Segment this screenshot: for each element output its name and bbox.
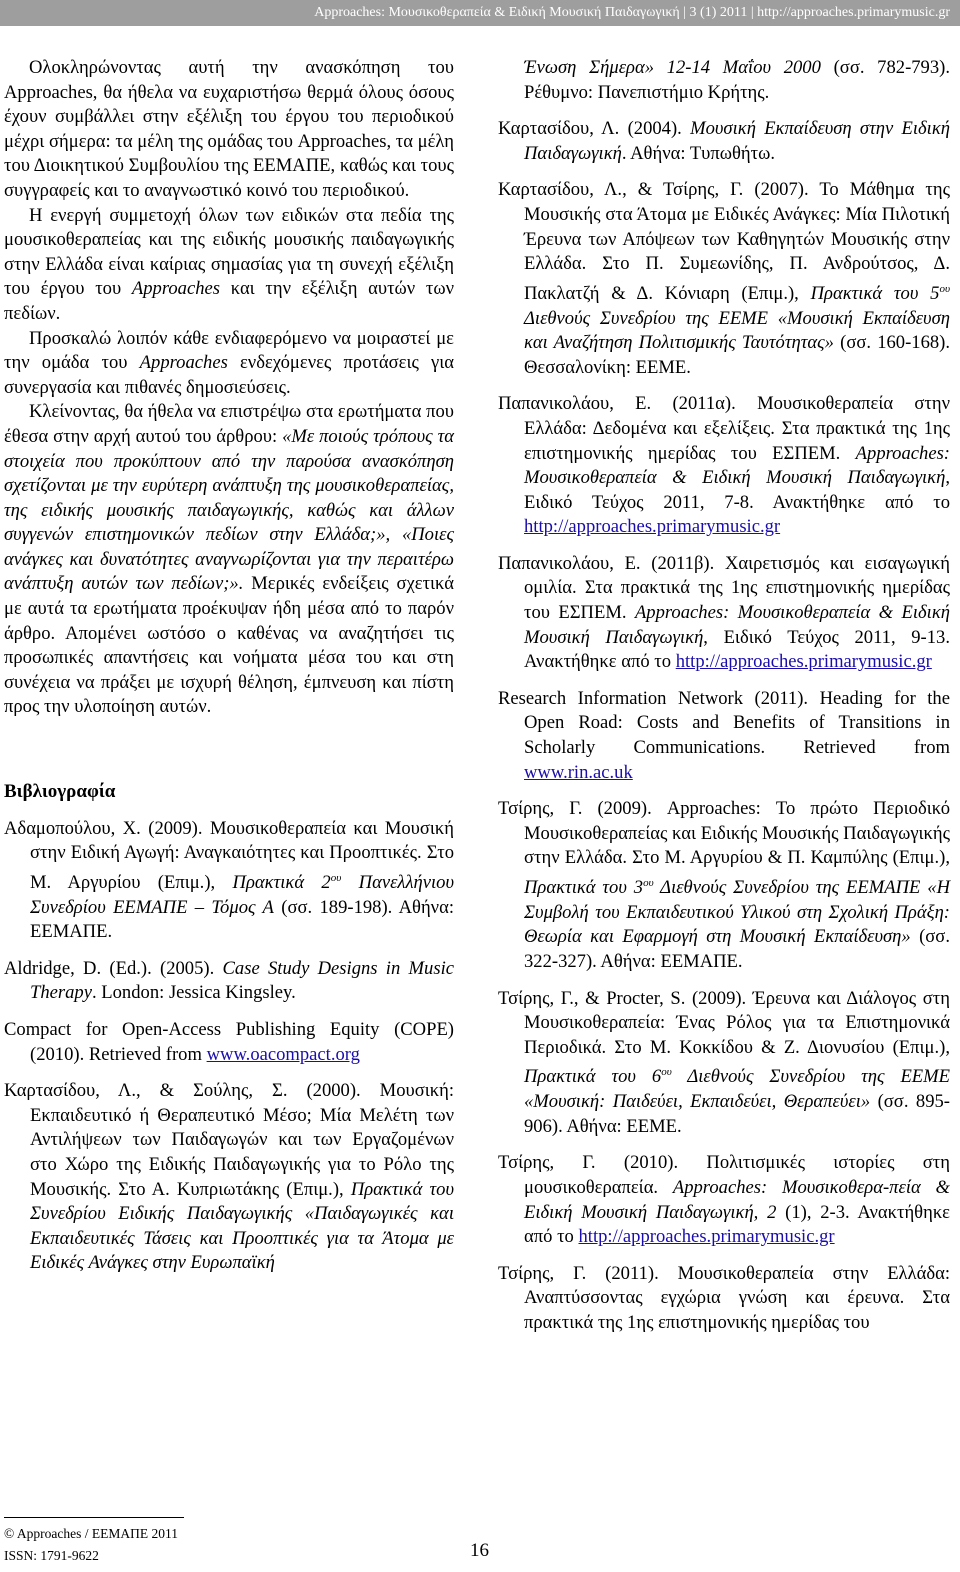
- reference-text: (σσ. 160-168). Θεσσαλονίκη: ΕΕΜΕ.: [524, 332, 951, 378]
- reference-text: (σσ. 322-327). Αθήνα: ΕΕΜΑΠΕ.: [524, 926, 950, 972]
- reference-title: Πρακτικά του 5: [810, 282, 940, 304]
- reference-title: Case Study Designs in Music Therapy: [30, 957, 454, 1004]
- footer-copyright: © Approaches / ΕΕΜΑΠΕ 2011: [4, 1526, 178, 1541]
- right-column: [498, 56, 950, 1347]
- page-number: 16: [470, 1540, 489, 1561]
- reference-text: Aldridge, D. (Ed.). (2005).: [4, 957, 223, 979]
- paragraph-text: Ολοκληρώνοντας αυτή την ανασκόπηση του Approaches, θα ήθελα να ευχαριστήσω θερμά όλους όσους έχουν συμβάλλει στην εξέλιξη του έργου του περιοδικού μέχρι σήμερα: τα μέλη της ομάδας του Approaches, τα μέλη του Διοικητικού Συμβουλίου της ΕΕΜΑΠΕ, καθώς και τους συγγραφείς και το αναγνωστικό κοινό του περιοδικού.: [4, 57, 454, 201]
- reference-title: Πρακτικά 2: [232, 872, 331, 893]
- left-column: [4, 56, 454, 1288]
- reference-link[interactable]: http://approaches.primarymusic.gr: [578, 1226, 835, 1248]
- reference-text: , Ειδικό Τεύχος 2011, 9-13. Ανακτήθηκε από το: [524, 626, 950, 673]
- reference-entry: [4, 957, 454, 1006]
- reference-title: Πρακτικά του 3: [524, 877, 644, 899]
- journal-name: Approaches: [131, 278, 221, 300]
- reference-text: Τσίρης, Γ., & Procter, S. (2009). Έρευνα και Διάλογος στη Μουσικοθεραπεία: Ένας Ρόλος για τα Επιστημονικά Περιοδικά. Στο Μ. Κοκκίδου & Ζ. Διονυσίου (Επιμ.),: [498, 987, 950, 1058]
- paragraph-text: Κλείνοντας, θα ήθελα να επιστρέψω στα ερωτήματα που έθεσα στην αρχή αυτού του άρθρου:: [4, 401, 454, 447]
- reference-link[interactable]: www.rin.ac.uk: [524, 761, 633, 783]
- bibliography-heading: Βιβλιογραφία: [4, 781, 116, 803]
- reference-title: Πρακτικά του Συνεδρίου Ειδικής Παιδαγωγικής «Παιδαγωγικές και Εκπαιδευτικές Τάσεις και Προοπτικές για τα Άτομα με Ειδικές Ανάγκες στην Ευρωπαϊκή: [30, 1178, 454, 1274]
- running-title: Approaches: Μουσικοθεραπεία & Ειδική Μουσική Παιδαγωγική | 3 (1) 2011 | http://approaches.primarymusic.gr: [314, 5, 950, 20]
- reference-title: Διεθνούς Συνεδρίου της ΕΕΜΑΠΕ «Η Συμβολή του Εκπαιδευτικού Υλικού στη Σχολική Πράξη: Θεωρία και Εφαρμογή στη Μουσική Εκπαίδευση»: [524, 877, 950, 948]
- reference-entry: [498, 117, 950, 166]
- reference-text: Καρτασίδου, Λ. (2004).: [498, 118, 691, 140]
- paragraph-text: Μερικές ενδείξεις σχετικά με αυτά τα ερωτήματα προέκυψαν ήδη μέσα από το παρόν άρθρο. Απομένει ωστόσο ο καθένας να αναζητήσει τις προσωπικές απαντήσεις και νοήματα μέσα του και στη συνέχεια να πράξει με ισχυρή θέληση, έμπνευση και πίστη προς την υλοποίηση αυτών.: [4, 573, 454, 718]
- ordinal-suffix: ου: [661, 1066, 672, 1079]
- reference-link[interactable]: http://approaches.primarymusic.gr: [524, 516, 781, 538]
- reference-entry: [498, 1151, 950, 1249]
- reference-text: Αδαμοπούλου, Χ. (2009). Μουσικοθεραπεία και Μουσική στην Ειδική Αγωγή: Αναγκαιότητες και Προοπτικές. Στο Μ. Αργυρίου (Επιμ.),: [4, 817, 454, 893]
- reference-text: Παπανικολάου, Ε. (2011β). Χαιρετισμός και εισαγωγική ομιλία. Στα πρακτικά της 1ης επιστημονικής ημερίδας του ΕΣΠΕΜ.: [498, 552, 950, 624]
- reference-entry: [498, 797, 950, 974]
- reference-title: Μουσική Εκπαίδευση στην Ειδική Παιδαγωγική: [524, 118, 950, 164]
- ordinal-suffix: ου: [939, 282, 951, 295]
- reference-entry: [498, 552, 950, 675]
- reference-text: , Ειδικό Τεύχος 2011, 7-8. Ανακτήθηκε από το: [524, 467, 950, 513]
- paragraph-closing: [4, 400, 454, 720]
- reference-entry: [4, 817, 454, 945]
- journal-name: Approaches: [139, 352, 228, 374]
- paragraph-text: Προσκαλώ λοιπόν κάθε ενδιαφερόμενο να μοιραστεί με την ομάδα του: [4, 327, 454, 374]
- reference-link[interactable]: http://approaches.primarymusic.gr: [675, 651, 932, 673]
- reference-entry: [498, 987, 950, 1140]
- reference-text: Τσίρης, Γ. (2009). Approaches: Το πρώτο Περιοδικό Μουσικοθεραπείας και Ειδικής Μουσικής Παιδαγωγικής στην Ελλάδα. Στο Μ. Αργυρίου & Π. Καμπύλης (Επιμ.),: [498, 798, 950, 869]
- footer-issn: ISSN: 1791-9622: [4, 1548, 99, 1563]
- reference-text: (σσ. 189-198). Αθήνα: ΕΕΜΑΠΕ.: [30, 896, 454, 943]
- ordinal-suffix: ου: [330, 871, 342, 884]
- reference-entry: [498, 687, 950, 785]
- footer-divider: [4, 1517, 184, 1518]
- reference-entry: [498, 392, 950, 540]
- reference-link[interactable]: www.oacompact.org: [206, 1043, 360, 1065]
- paragraph-text: και την εξέλιξη αυτών των πεδίων.: [4, 278, 455, 324]
- reference-text: Research Information Network (2011). Heading for the Open Road: Costs and Benefits of Transitions in Scholarly Communications. Retrieved from: [498, 687, 950, 759]
- reference-entry: [498, 1262, 950, 1336]
- reference-title: Διεθνούς Συνεδρίου της ΕΕΜΕ «Μουσική Εκπαίδευση και Αναζήτηση Πολιτισμικής Ταυτότητας»: [524, 307, 950, 354]
- reference-entry: [498, 178, 950, 380]
- reference-text: (σσ. 895-906). Αθήνα: ΕΕΜΕ.: [524, 1091, 950, 1137]
- reference-text: Τσίρης, Γ. (2011). Μουσικοθεραπεία στην Ελλάδα: Αναπτύσσοντας εγχώρια γνώση και έρευνα. Στα πρακτικά της 1ης επιστημονικής ημερίδας του: [498, 1262, 950, 1333]
- reference-text: Τσίρης, Γ. (2010). Πολιτισμικές ιστορίες στη μουσικοθεραπεία.: [498, 1152, 950, 1198]
- reference-title: Πρακτικά του 6: [524, 1066, 662, 1088]
- reference-title: Approaches: Μουσικοθεραπεία & Ειδική Μουσική Παιδαγωγική: [524, 602, 950, 648]
- reference-title: Ένωση Σήμερα» 12-14 Μαΐου 2000: [524, 57, 821, 78]
- reference-text: Καρτασίδου, Λ., & Σούλης, Σ. (2000). Μουσική: Εκπαιδευτικό ή Θεραπευτικό Μέσο; Μία Μελέτη των Αντιλήψεων των Παιδαγωγών και των Εργαζομένων στο Χώρο της Ειδικής Παιδαγωγικής για το Ρόλο της Μουσικής. Στο Α. Κυπριωτάκης (Επιμ.),: [4, 1080, 454, 1200]
- paragraph-text: ενδεχόμενες προτάσεις για συνεργασία και πιθανές δημοσιεύσεις.: [4, 352, 454, 398]
- reference-entry: [4, 1079, 454, 1276]
- ordinal-suffix: ου: [643, 877, 654, 889]
- reference-text: . Αθήνα: Τυπωθήτω.: [621, 142, 775, 164]
- quoted-questions: «Με ποιούς τρόπους τα στοιχεία που προκύπτουν από την παρούσα ανασκόπηση σχετίζονται με την ευρύτερη ανάπτυξη της μουσικοθεραπείας, της ειδικής μουσικής παιδαγωγικής, καθώς και άλλων συγγενών επιστημονικών πεδίων στην Ελλάδα;», «Ποιες ανάγκες και δυνατότητες αναγνωρίζονται για την περαιτέρω ανάπτυξη αυτών των πεδίων;».: [4, 425, 454, 595]
- reference-text: Παπανικολάου, Ε. (2011α). Μουσικοθεραπεία στην Ελλάδα: Δεδομένα και εξελίξεις. Στα πρακτικά της 1ης επιστημονικής ημερίδας του ΕΣΠΕΜ.: [498, 393, 950, 464]
- reference-text: (σσ. 782-793). Ρέθυμνο: Πανεπιστήμιο Κρήτης.: [524, 57, 950, 103]
- reference-title: Approaches: Μουσικοθεραπεία & Ειδική Μουσική Παιδαγωγική: [524, 442, 950, 489]
- reference-entry: [4, 1018, 454, 1067]
- running-header: [0, 0, 960, 26]
- paragraph-participation: [4, 204, 454, 327]
- reference-text: . London: Jessica Kingsley.: [91, 982, 296, 1004]
- paragraph-text: Η ενεργή συμμετοχή όλων των ειδικών στα πεδία της μουσικοθεραπείας και της ειδικής μουσικής παιδαγωγικής στην Ελλάδα είναι καίριας σημασίας για τη συνεχή εξέλιξη του έργου του: [4, 204, 454, 300]
- reference-text: Καρτασίδου, Λ., & Τσίρης, Γ. (2007). Το Μάθημα της Μουσικής στα Άτομα με Ειδικές Ανάγκες: Μία Πιλοτική Έρευνα των Απόψεων των Καθηγητών Μουσικής στην Ελλάδα. Στο Π. Συμεωνίδης, Π. Ανδρούτσος, Δ. Πακλατζή & Δ. Κόνιαρη (Επιμ.),: [498, 179, 950, 304]
- reference-title: Approaches: Μουσικοθερα-πεία & Ειδική Μουσική Παιδαγωγική, 2: [524, 1176, 950, 1223]
- reference-text: (1), 2-3. Ανακτήθηκε από το: [524, 1201, 950, 1248]
- reference-title: Πανελλήνιου Συνεδρίου ΕΕΜΑΠΕ – Τόμος Α: [30, 872, 454, 918]
- paragraph-acknowledgements: [4, 56, 454, 204]
- reference-continuation: [498, 56, 950, 105]
- paragraph-invitation: [4, 327, 454, 401]
- reference-text: Compact for Open-Access Publishing Equity (COPE) (2010). Retrieved from: [4, 1018, 454, 1065]
- reference-title: Διεθνούς Συνεδρίου της ΕΕΜΕ «Μουσική: Παιδεύει, Εκπαιδεύει, Θεραπεύει»: [524, 1066, 951, 1113]
